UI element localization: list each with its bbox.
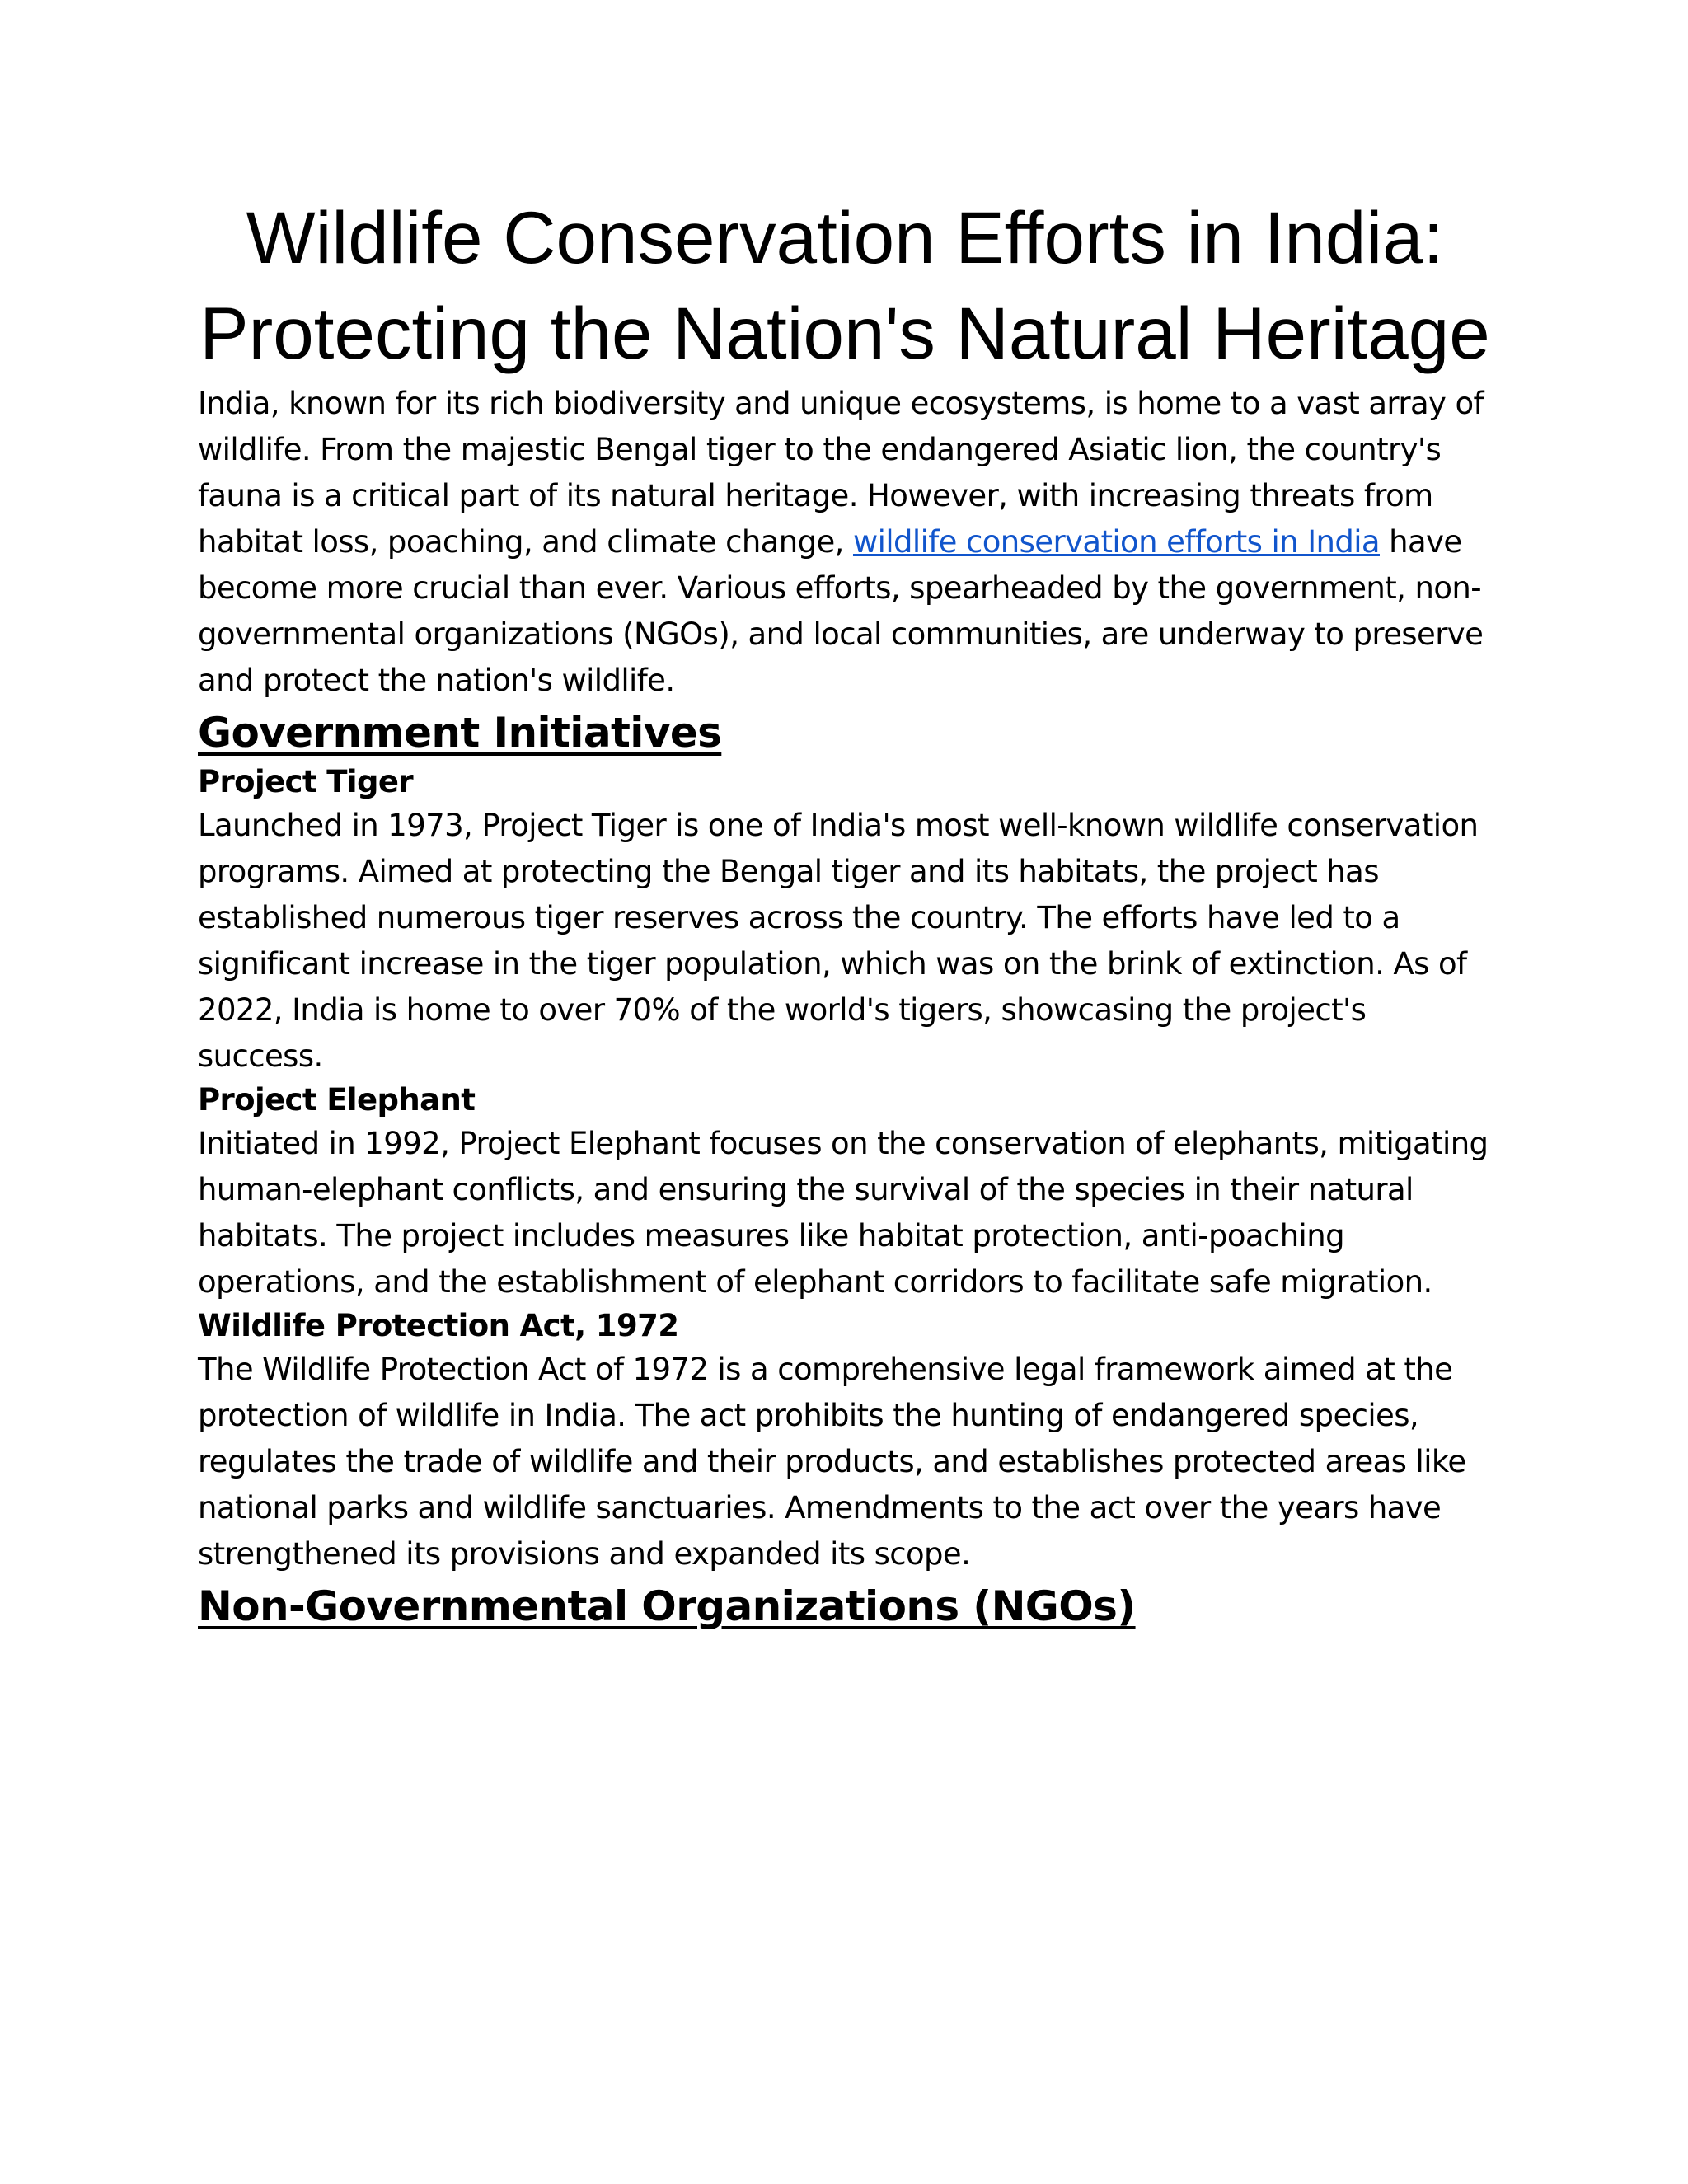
document-title-line-2: Protecting the Nation's Natural Heritage (199, 292, 1490, 374)
project-elephant-heading: Project Elephant (198, 1082, 476, 1118)
conservation-efforts-link[interactable]: wildlife conservation efforts in India (852, 524, 1380, 560)
project-tiger-paragraph: Launched in 1973, Project Tiger is one of India's most well-known wildlife conservation programs. Aimed at protecting the Bengal tiger and its habitats, the project has established numerous tiger reserves across the country. The efforts have led to a significant increase in the tiger population, which was on the brink of extinction. As of 2022, India is home to over 70% of the world's tigers, showcasing the project's success. (198, 808, 1479, 1074)
intro-paragraph (198, 381, 1492, 704)
intro-text-before-link: India, known for its rich biodiversity and unique ecosystems, is home to a vast array of wildlife. From the majestic Bengal tiger to the endangered Asiatic lion, the country's fauna is a critical part of its natural heritage. However, with increasing threats from habitat loss, poaching, and climate change, (198, 386, 1484, 560)
project-tiger-heading: Project Tiger (198, 764, 414, 799)
intro-text-after-link: have become more crucial than ever. Various efforts, spearheaded by the government, non-governmental organizations (NGOs), and local communities, are underway to preserve and protect the nation's wildlife. (198, 524, 1484, 698)
project-elephant-paragraph: Initiated in 1992, Project Elephant focuses on the conservation of elephants, mitigating human-elephant conflicts, and ensuring the survival of the species in their natural habitats. The project includes measures like habitat protection, anti-poaching operations, and the establishment of elephant corridors to facilitate safe migration. (198, 1126, 1489, 1300)
ngo-heading: Non-Governmental Organizations (NGOs) (198, 1582, 1136, 1630)
document-title (198, 190, 1492, 381)
wildlife-protection-act-heading: Wildlife Protection Act, 1972 (198, 1308, 679, 1343)
document-title-line-1: Wildlife Conservation Efforts in India: (246, 196, 1444, 279)
document-content (198, 190, 1492, 1635)
government-initiatives-heading: Government Initiatives (198, 709, 722, 757)
wildlife-protection-act-paragraph: The Wildlife Protection Act of 1972 is a comprehensive legal framework aimed at the protection of wildlife in India. The act prohibits the hunting of endangered species, regulates the trade of wildlife and their products, and establishes protected areas like national parks and wildlife sanctuaries. Amendments to the act over the years have strengthened its provisions and expanded its scope. (198, 1352, 1466, 1572)
